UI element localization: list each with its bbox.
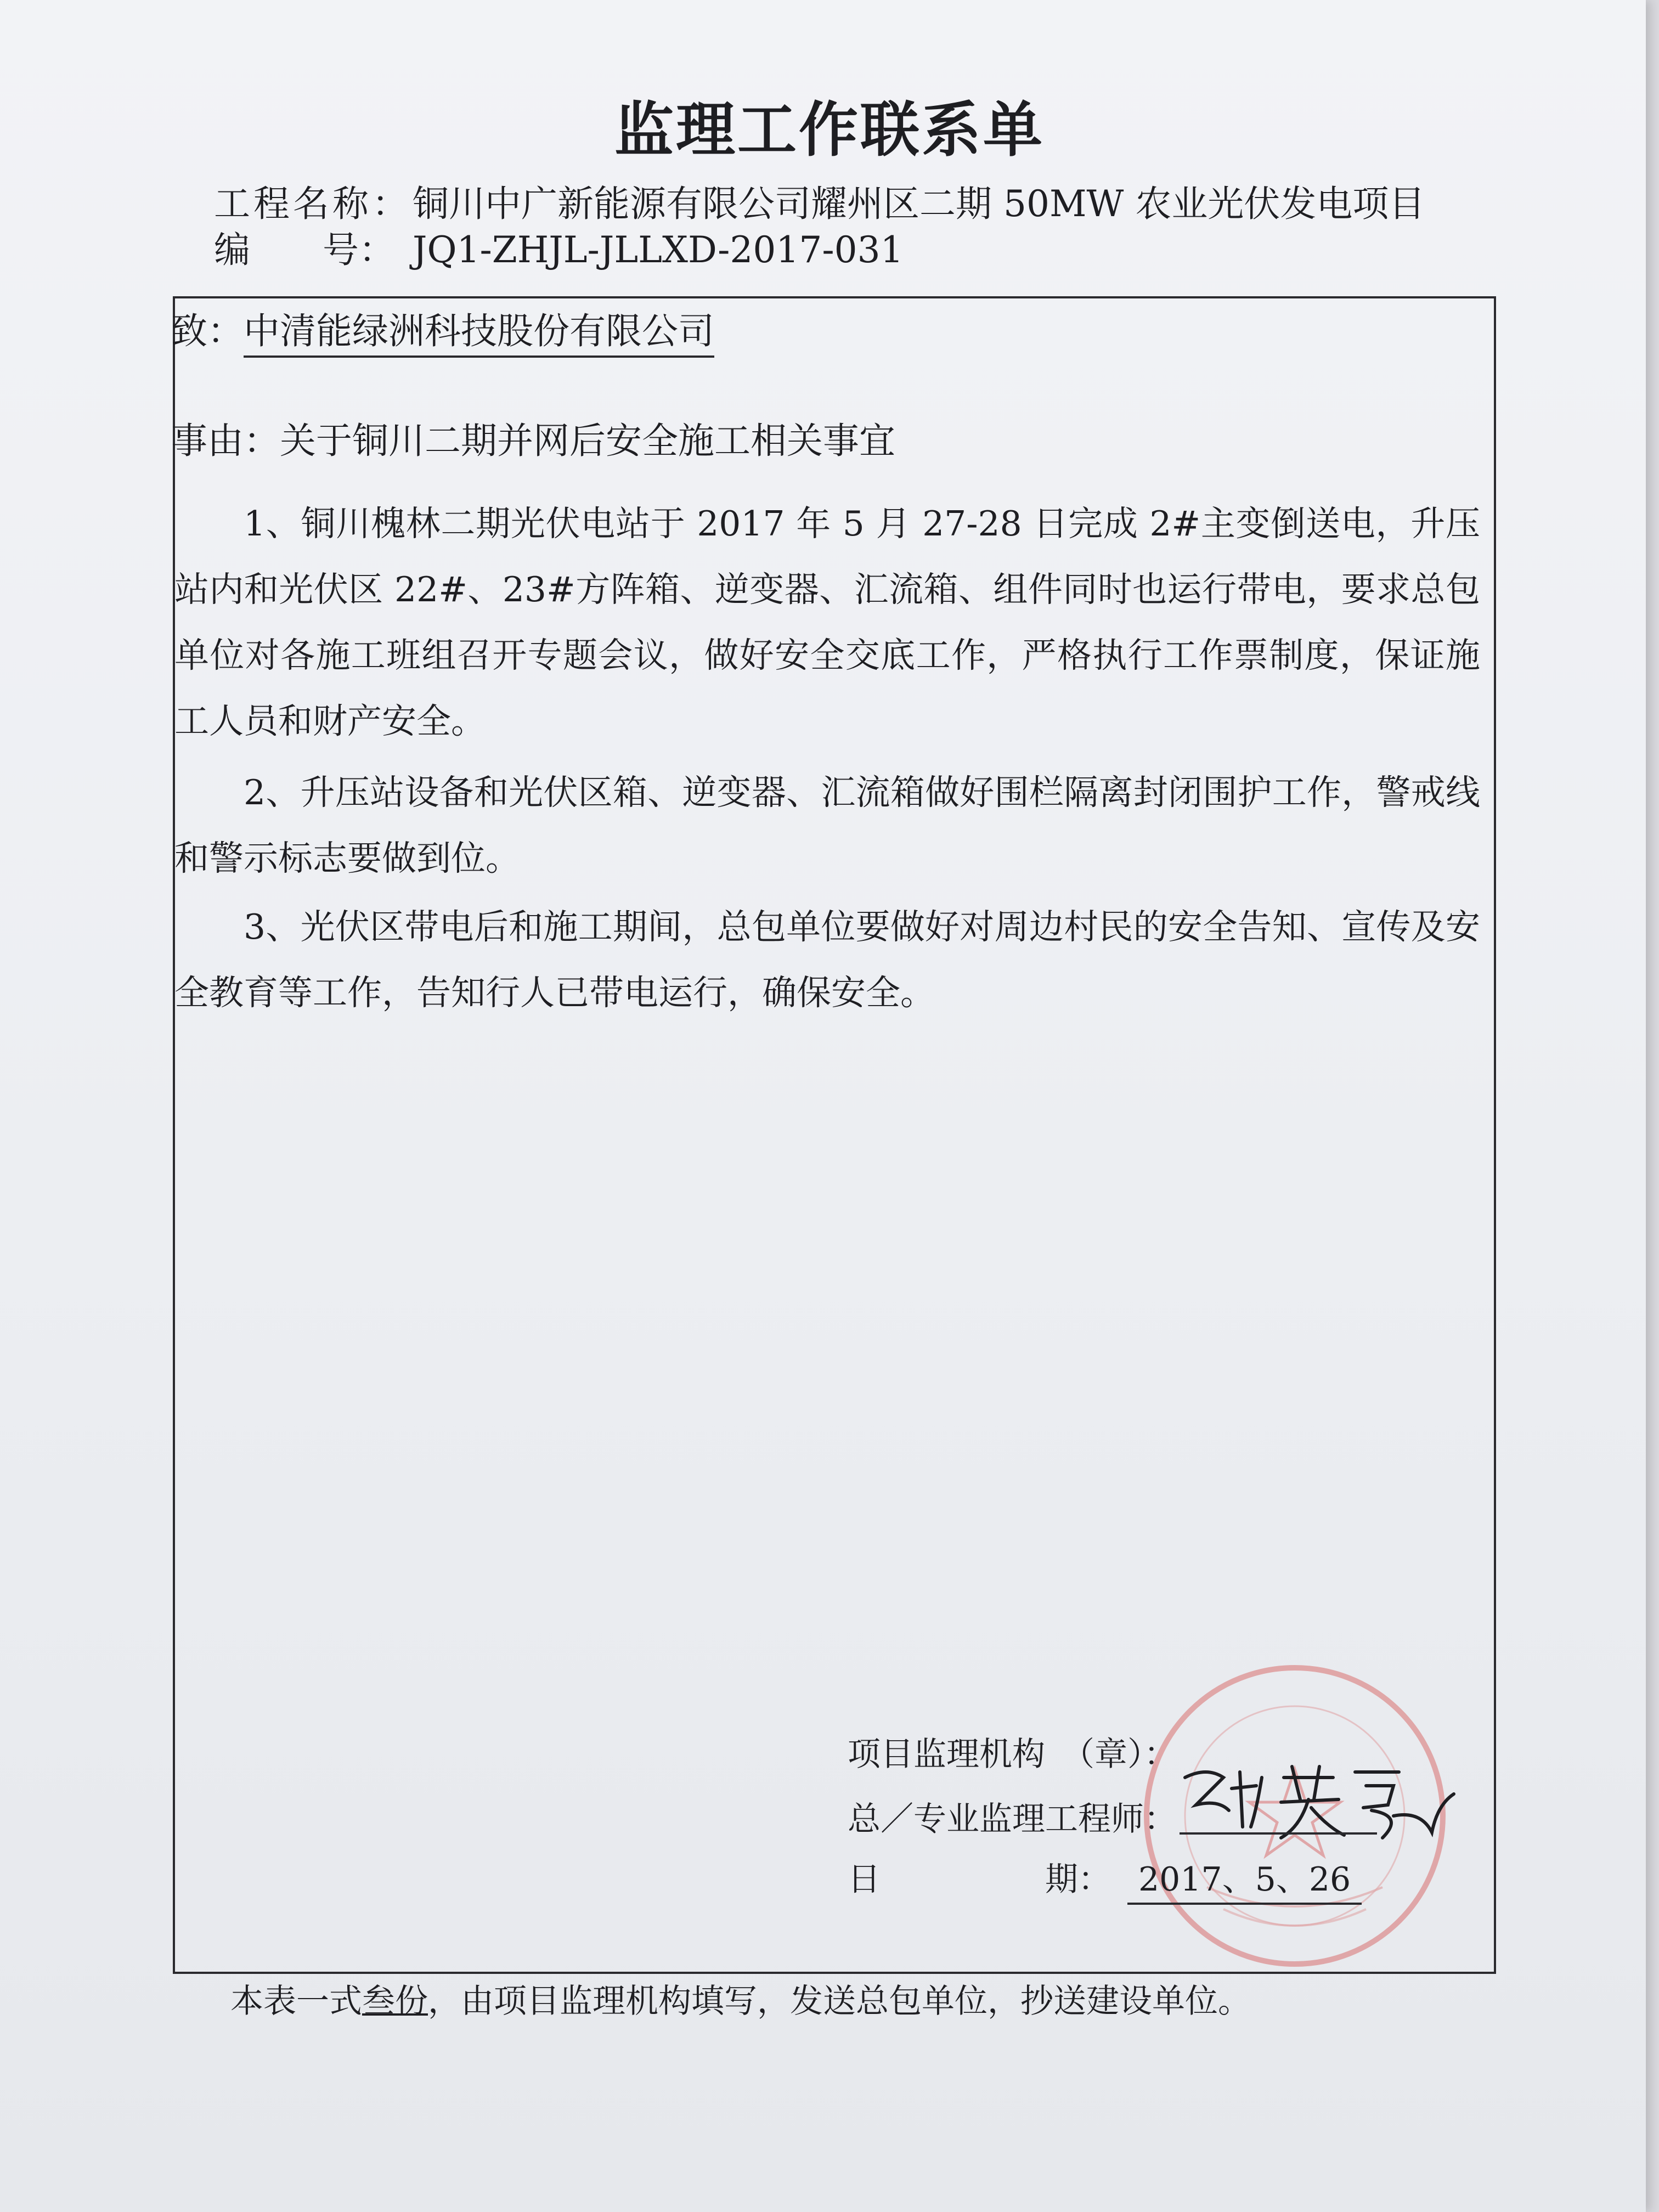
document-number-label: 编 号： (214, 229, 395, 271)
project-name-value: 铜川中广新能源有限公司耀州区二期 50MW 农业光伏发电项目 (413, 183, 1425, 225)
paragraph-1: 1、铜川槐林二期光伏电站于 2017 年 5 月 27-28 日完成 2#主变倒送电，升压站内和光伏区 22#、23#方阵箱、逆变器、汇流箱、组件同时也运行带电，要求总包单位对各施工班组召开专题会议，做好安全交底工作，严格执行工作票制度，保证施工人员和财产安全。 (174, 504, 1480, 741)
footer-note-prefix: 本表一式 (230, 1982, 362, 2021)
project-name-row (214, 174, 1425, 227)
date-label: 日 期： (848, 1860, 1111, 1899)
document-number-value: JQ1-ZHJL-JLLXD-2017-031 (413, 229, 904, 271)
signature-line (1180, 1832, 1377, 1835)
subject-row (171, 411, 895, 464)
recipient-row (171, 302, 714, 354)
document-title: 监理工作联系单 (614, 96, 1045, 165)
date-row (848, 1853, 1362, 1905)
date-value: 2017、5、26 (1127, 1853, 1362, 1905)
paragraph-2: 2、升压站设备和光伏区箱、逆变器、汇流箱做好围栏隔离封闭围护工作，警戒线和警示标志要做到位。 (174, 772, 1480, 878)
footer-note (230, 1975, 1251, 2022)
document-number-row (214, 221, 904, 273)
recipient-label: 致： (171, 310, 244, 352)
footer-copies-count: 叁份 (362, 1982, 428, 2021)
chief-engineer-label: 总／专业监理工程师： (848, 1800, 1177, 1838)
footer-note-suffix: ，由项目监理机构填写，发送总包单位，抄送建设单位。 (428, 1982, 1251, 2021)
project-name-label: 工程名称： (214, 183, 411, 225)
handwritten-signature (1174, 1756, 1459, 1849)
paragraph-3: 3、光伏区带电后和施工期间，总包单位要做好对周边村民的安全告知、宣传及安全教育等工作，告知行人已带电运行，确保安全。 (174, 907, 1480, 1013)
recipient-value: 中清能绿洲科技股份有限公司 (244, 310, 714, 358)
subject-label: 事由： (171, 420, 280, 462)
supervision-org-label: 项目监理机构 （章）： (848, 1735, 1177, 1774)
subject-value: 关于铜川二期并网后安全施工相关事宜 (280, 420, 895, 462)
